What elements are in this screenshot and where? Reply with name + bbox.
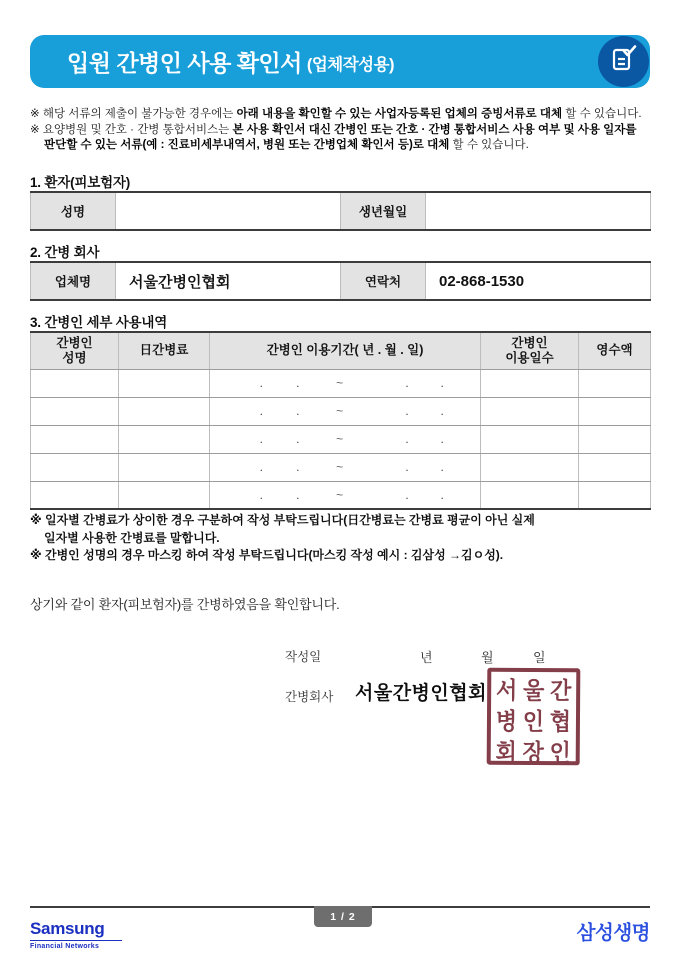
field-value-input[interactable] — [116, 192, 341, 230]
section1-title: 1. 환자(피보험자) — [30, 175, 131, 190]
amount-cell-input[interactable] — [579, 397, 651, 425]
table-row — [31, 453, 651, 481]
seal-character: 울 — [522, 677, 545, 705]
period-cell-input[interactable] — [210, 425, 481, 453]
seal-character: 인 — [522, 708, 545, 736]
notice-line: ※ 요양병원 및 간호 · 간병 통합서비스는 본 사용 확인서 대신 간병인 또는 간호 · 간병 통합서비스 사용 여부 및 사용 일자를 — [30, 123, 637, 136]
seal-character: 협 — [549, 708, 572, 736]
period-cell-input[interactable] — [210, 397, 481, 425]
days-cell-input[interactable] — [481, 425, 579, 453]
page-title-suffix: (업체작성용) — [306, 55, 395, 74]
date-unit-month: 월 — [481, 650, 494, 665]
notice-block — [30, 107, 655, 154]
care-company-name: 서울간병인협회 — [355, 683, 487, 704]
field-label: 연락처 — [341, 262, 426, 300]
page-title-main: 입원 간병인 사용 확인서 — [67, 50, 302, 76]
notice-line: ※ 해당 서류의 제출이 불가능한 경우에는 아래 내용을 확인할 수 있는 사업자등록된 업체의 증빙서류로 대체 할 수 있습니다. — [30, 108, 642, 120]
amount-cell-input[interactable] — [579, 453, 651, 481]
field-value-input[interactable] — [426, 192, 651, 230]
date-dot: . — [440, 404, 444, 418]
period-cell-input[interactable] — [210, 369, 481, 397]
name-cell-input[interactable] — [31, 481, 119, 509]
name-cell-input[interactable] — [31, 397, 119, 425]
tilde-separator: ~ — [336, 376, 344, 390]
date-unit-year: 년 — [420, 650, 433, 665]
name-cell-input[interactable] — [31, 425, 119, 453]
column-header: 간병인 이용일수 — [481, 332, 579, 369]
samsung-life-logo: 삼성생명 — [576, 922, 650, 944]
note-line: 일자별 사용한 간병료를 말합니다. — [44, 530, 220, 545]
seal-character: 회 — [495, 738, 517, 766]
usage-detail-table — [30, 331, 651, 510]
date-dot: . — [405, 432, 409, 446]
tilde-separator: ~ — [336, 404, 344, 418]
field-label: 생년월일 — [341, 192, 426, 230]
fee-cell-input[interactable] — [119, 453, 210, 481]
seal-character: 병 — [495, 707, 518, 735]
samsung-wordmark: Samsung — [30, 919, 105, 938]
fee-cell-input[interactable] — [119, 425, 210, 453]
amount-cell-input[interactable] — [579, 425, 651, 453]
days-cell-input[interactable] — [481, 369, 579, 397]
header-icon-circle — [598, 36, 649, 87]
column-header: 간병인 성명 — [31, 332, 119, 369]
seal-character: 장 — [522, 739, 544, 767]
amount-cell-input[interactable] — [579, 369, 651, 397]
fee-cell-input[interactable] — [119, 369, 210, 397]
fee-cell-input[interactable] — [119, 397, 210, 425]
date-dot: . — [405, 404, 409, 418]
company-table — [30, 261, 651, 301]
date-dot: . — [405, 487, 409, 502]
field-label: 성명 — [31, 192, 116, 230]
date-dot: . — [405, 460, 409, 474]
notes-block — [30, 512, 655, 565]
days-cell-input[interactable] — [481, 397, 579, 425]
amount-cell-input[interactable] — [579, 481, 651, 509]
date-dot: . — [296, 487, 300, 502]
tilde-separator: ~ — [336, 432, 344, 446]
section3-title: 3. 간병인 세부 사용내역 — [30, 315, 168, 330]
date-dot: . — [259, 404, 263, 418]
date-dot: . — [259, 432, 263, 446]
section2-title: 2. 간병 회사 — [30, 245, 100, 260]
date-dot: . — [440, 460, 444, 474]
tilde-separator: ~ — [336, 460, 344, 474]
days-cell-input[interactable] — [481, 481, 579, 509]
page-title — [67, 35, 394, 88]
days-cell-input[interactable] — [481, 453, 579, 481]
samsung-tagline: Financial Networks — [30, 943, 100, 950]
field-label: 업체명 — [31, 262, 116, 300]
notice-line: 판단할 수 있는 서류(예 : 진료비세부내역서, 병원 또는 간병업체 확인서 등)로 대체 할 수 있습니다. — [44, 139, 529, 151]
date-dot: . — [296, 404, 300, 418]
samsung-logo — [30, 919, 122, 950]
samsung-logo-line — [30, 940, 122, 941]
note-line: ※ 간병인 성명의 경우 마스킹 하여 작성 부탁드립니다(마스킹 작성 예시 : 김삼성 →김ㅇ성). — [30, 548, 504, 562]
period-cell-input[interactable] — [210, 481, 481, 509]
note-line: ※ 일자별 간병료가 상이한 경우 구분하여 작성 부탁드립니다(日간병료는 간병료 평균이 아닌 실제 — [30, 513, 535, 527]
table-row — [31, 397, 651, 425]
patient-table — [30, 191, 651, 231]
write-date-label: 작성일 — [285, 650, 322, 664]
date-dot: . — [296, 376, 300, 390]
date-dot: . — [440, 376, 444, 390]
field-value: 서울간병인협회 — [116, 262, 341, 300]
header-band — [30, 35, 650, 88]
period-cell-input[interactable] — [210, 453, 481, 481]
table-row — [31, 481, 651, 509]
table-row — [31, 369, 651, 397]
confirmation-text: 상기와 같이 환자(피보험자)를 간병하였음을 확인합니다. — [30, 597, 340, 612]
date-dot: . — [296, 460, 300, 474]
tilde-separator: ~ — [336, 487, 344, 502]
document-check-icon — [611, 45, 637, 78]
date-dot: . — [259, 460, 263, 474]
column-header: 영수액 — [579, 332, 651, 369]
page-number-badge: 1 / 2 — [314, 906, 372, 927]
date-dot: . — [259, 487, 263, 502]
seal-character: 간 — [549, 677, 572, 705]
seal-character: 서 — [495, 676, 518, 704]
date-dot: . — [405, 376, 409, 390]
date-dot: . — [259, 376, 263, 390]
name-cell-input[interactable] — [31, 369, 119, 397]
field-value: 02-868-1530 — [426, 262, 651, 300]
name-cell-input[interactable] — [31, 453, 119, 481]
seal-character: 인 — [549, 739, 571, 767]
table-row — [31, 425, 651, 453]
date-dot: . — [296, 432, 300, 446]
care-company-label: 간병회사 — [285, 690, 334, 704]
column-header: 간병인 이용기간( 년 . 월 . 일) — [210, 332, 481, 369]
company-seal-stamp — [487, 668, 581, 766]
fee-cell-input[interactable] — [119, 481, 210, 509]
column-header: 日간병료 — [119, 332, 210, 369]
date-dot: . — [440, 487, 444, 502]
date-dot: . — [440, 432, 444, 446]
date-unit-day: 일 — [533, 650, 546, 665]
